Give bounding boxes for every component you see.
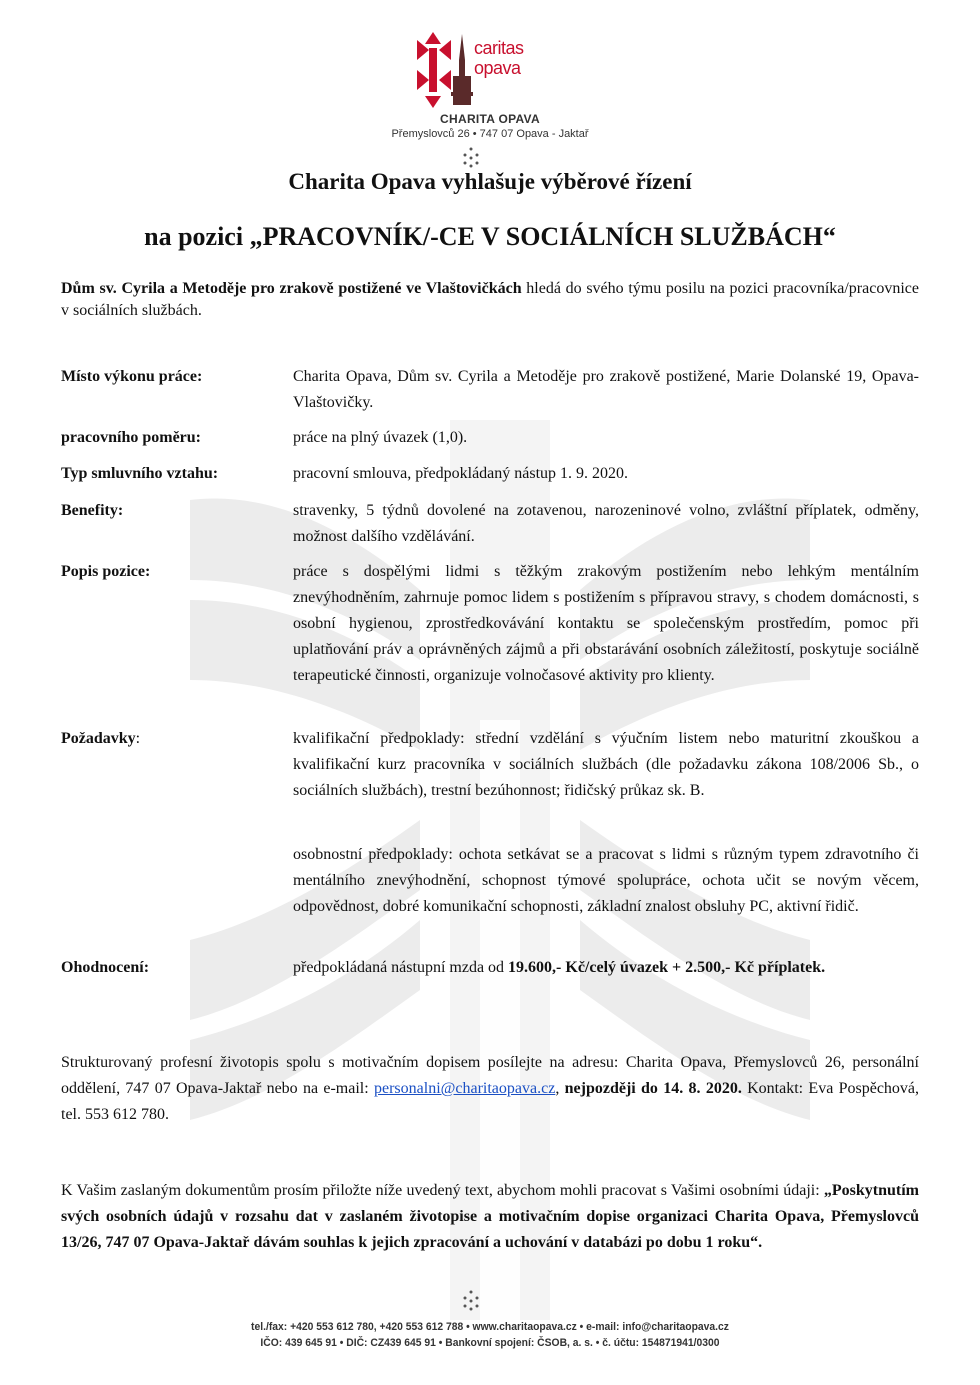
consent-paragraph: [61, 1178, 919, 1256]
salary-text: předpokládaná nástupní mzda od: [293, 959, 509, 976]
dots-divider-icon: [461, 146, 481, 168]
email-link[interactable]: personalni@charitaopava.cz: [374, 1080, 556, 1097]
consent-bold: „Poskytnutím svých osobních údajů v rozsahu dat v zaslaném životopise a motivačním dopise organizaci Charita Opava, Přemyslovců 13/26, 747 07 Opava-Jaktař dávám souhlas k jejich zpracování a uchování v databázi po dobu 1 roku“.: [61, 1182, 919, 1251]
logo-line2: opava: [474, 58, 521, 78]
detail-value: pracovní smlouva, předpokládaný nástup 1. 9. 2020.: [293, 465, 629, 482]
detail-value: Charita Opava, Dům sv. Cyrila a Metoděje pro zrakově postižené, Marie Dolanské 19, Opava-Vlaštovičky.: [293, 368, 919, 411]
intro-text: hledá do svého týmu posilu na pozici pracovníka/pracovnice v sociálních službách.: [61, 280, 919, 319]
detail-label: pracovního poměru:: [61, 429, 201, 446]
application-text: Strukturovaný profesní životopis spolu s motivačním dopisem posílejte na adresu: Charita Opava, Přemyslovců 26, personální oddělení, 747 07 Opava-Jaktař nebo na e-mail:: [61, 1054, 919, 1097]
detail-value-2: osobnostní předpoklady: ochota setkávat se a pracovat s lidmi s různým typem zdravotního či mentálního znevýhodnění, schopnost týmové spolupráce, ochota učit se novým věcem, odpovědnost, dobré komunikační schopnosti, základní znalost obsluhy PC, aktivní řidič.: [293, 846, 919, 915]
detail-label: Typ smluvního vztahu:: [61, 465, 219, 482]
detail-value: kvalifikační předpoklady: střední vzdělání s výučním listem nebo maturitní zkouškou a kvalifikační kurz pracovníka v sociálních službách (dle požadavku zákona 108/2006 Sb., o sociálních službách), trestní bezúhonnost; řidičský průkaz sk. B.: [293, 730, 919, 799]
contact-text: Kontakt: Eva Pospěchová, tel. 553 612 780.: [61, 1080, 920, 1123]
pozadavky-label-text: Požadavky: [61, 730, 136, 747]
org-name: CHARITA OPAVA: [440, 112, 540, 126]
detail-value: práce s dospělými lidmi s těžkým zrakovým postižením nebo lehkým mentálním znevýhodněním, zahrnuje pomoc lidem s postižením s přípravou stravy, s chodem domácnosti, s osobní hygienou, zprostředkovávání kontaktu se společenským prostředím, pomoc při uplatňování práv a oprávněných zájmů a při obstarávání osobních záležitostí, poskytuje sociálně terapeutické činnosti, organizuje volnočasové aktivity pro klienty.: [293, 563, 919, 684]
page-title: Charita Opava vyhlašuje výběrové řízení: [288, 169, 692, 194]
org-address: Přemyslovců 26 • 747 07 Opava - Jaktař: [391, 128, 589, 140]
dots-divider-icon: [461, 1289, 481, 1311]
footer-contacts: tel./fax: +420 553 612 780, +420 553 612 788 • www.charitaopava.cz • e-mail: info@charitaopava.cz: [251, 1321, 729, 1333]
deadline-bold: nejpozději do 14. 8. 2020.: [564, 1080, 742, 1097]
detail-label: Ohodnocení:: [61, 959, 150, 976]
detail-label: Místo výkonu práce:: [61, 368, 203, 385]
detail-label: Popis pozice:: [61, 563, 151, 580]
detail-label: Benefity:: [61, 502, 124, 519]
salary-bold: 19.600,- Kč/celý úvazek + 2.500,- Kč příplatek.: [508, 959, 826, 976]
detail-value: práce na plný úvazek (1,0).: [293, 429, 468, 446]
intro-bold: Dům sv. Cyrila a Metoděje pro zrakově postižené ve Vlaštovičkách: [61, 280, 522, 297]
detail-label: [61, 726, 291, 752]
logo-line1: caritas: [474, 38, 524, 58]
detail-value: [293, 955, 919, 981]
intro-paragraph: [61, 278, 919, 322]
position-title: na pozici „PRACOVNÍK/-CE V SOCIÁLNÍCH SLUŽBÁCH“: [144, 222, 836, 251]
footer-bank: IČO: 439 645 91 • DIČ: CZ439 645 91 • Bankovní spojení: ČSOB, a. s. • č. účtu: 154871941/0300: [260, 1337, 720, 1349]
consent-text: K Vašim zaslaným dokumentům prosím přiložte níže uvedený text, abychom mohli pracovat s Vašimi osobními údaji:: [61, 1182, 824, 1199]
application-comma: ,: [555, 1080, 560, 1097]
application-paragraph: [61, 1050, 919, 1128]
pozadavky-colon: :: [135, 730, 141, 747]
detail-value: stravenky, 5 týdnů dovolené na zotavenou, narozeninové volno, zvláštní příplatek, odměny, možnost dalšího vzdělávání.: [293, 502, 919, 545]
logo-text: [474, 38, 524, 78]
